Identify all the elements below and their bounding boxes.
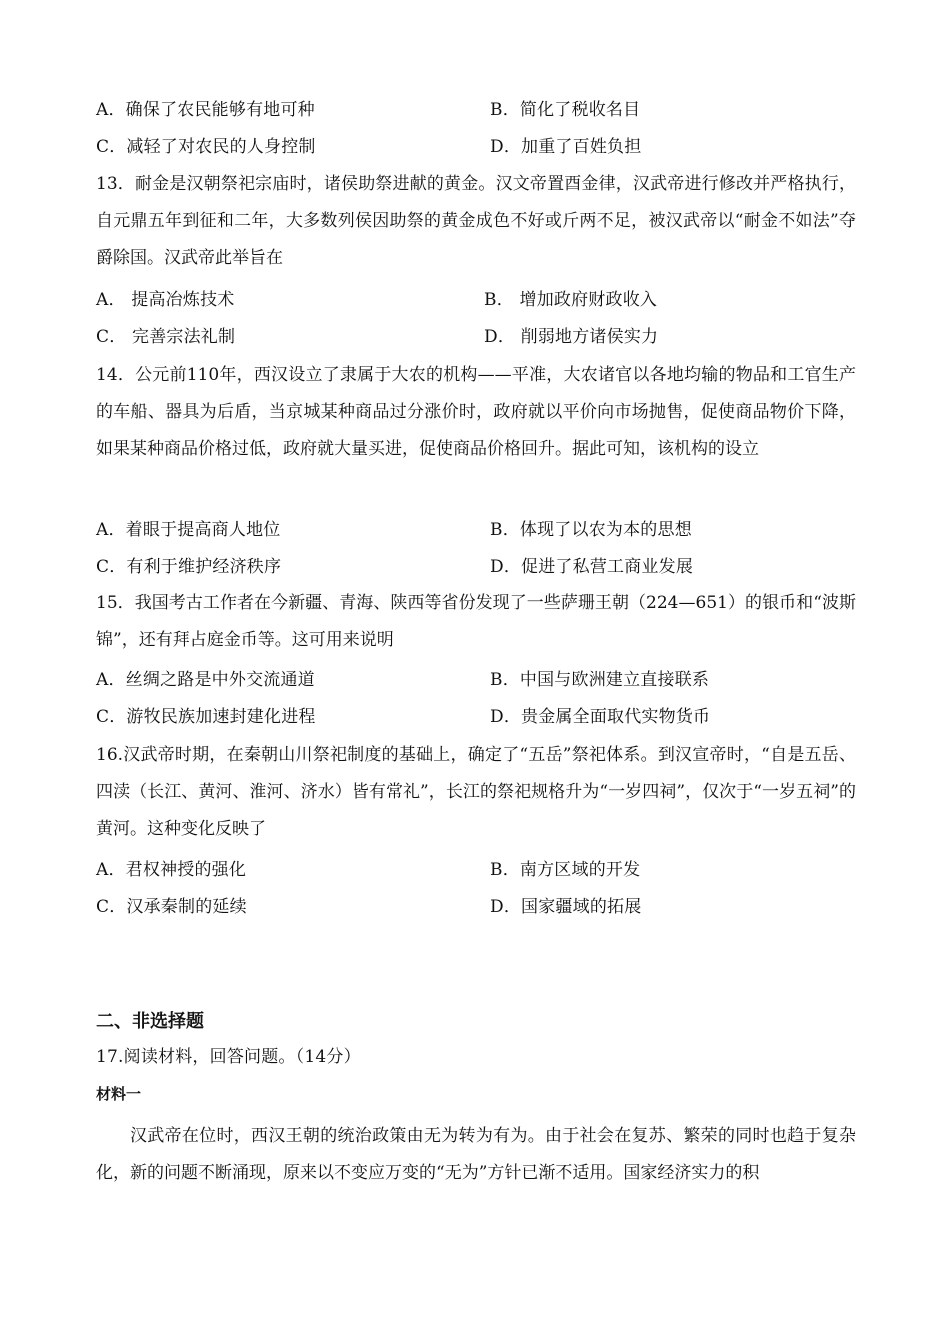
q14-option-c: C．有利于维护经济秩序 — [96, 557, 282, 577]
q17-intro: 17.阅读材料，回答问题。（14分） — [96, 1047, 361, 1067]
q14-stem: 14．公元前110年，西汉设立了隶属于大农的机构——平准，大农诸官以各地均输的物品和工官生产的车船、器具为后盾，当京城某种商品过分涨价时，政府就以平价向市场抛售，促使商品物价下降，如果某种商品价格过低，政府就大量买进，促使商品价格回升。据此可知，该机构的设立 — [96, 365, 856, 459]
q15-option-b: B．中国与欧洲建立直接联系 — [490, 670, 710, 690]
q16-option-b: B．南方区域的开发 — [490, 860, 641, 880]
q13-option-c: C． 完善宗法礼制 — [96, 327, 236, 347]
q15-option-d: D．贵金属全面取代实物货币 — [490, 707, 711, 727]
q15-option-c: C．游牧民族加速封建化进程 — [96, 707, 316, 727]
q13-option-d: D． 削弱地方诸侯实力 — [484, 327, 659, 347]
material-text: 汉武帝在位时，西汉王朝的统治政策由无为转为有为。由于社会在复苏、繁荣的同时也趋于复杂化，新的问题不断涌现，原来以不变应万变的“无为”方针已渐不适用。国家经济实力的积 — [96, 1126, 856, 1183]
q14-option-a: A．着眼于提高商人地位 — [96, 520, 281, 540]
q16-stem: 16.汉武帝时期，在秦朝山川祭祀制度的基础上，确定了“五岳”祭祀体系。到汉宣帝时，“自是五岳、四渎（长江、黄河、淮河、济水）皆有常礼”，长江的祭祀规格升为“一岁四祠”，仅次于“一岁五祠”的黄河。这种变化反映了 — [96, 745, 856, 839]
q13-stem: 13．耐金是汉朝祭祀宗庙时，诸侯助祭进献的黄金。汉文帝置酉金律，汉武帝进行修改并严格执行，自元鼎五年到征和二年，大多数列侯因助祭的黄金成色不好或斤两不足，被汉武帝以“耐金不如法”夺爵除国。汉武帝此举旨在 — [96, 174, 856, 268]
q12-option-d: D．加重了百姓负担 — [490, 137, 642, 157]
q12-option-b: B．简化了税收名目 — [490, 100, 641, 120]
q15-option-a: A．丝绸之路是中外交流通道 — [96, 670, 315, 690]
q16-option-c: C．汉承秦制的延续 — [96, 897, 247, 917]
q16-option-d: D．国家疆域的拓展 — [490, 897, 642, 917]
q15-stem: 15．我国考古工作者在今新疆、青海、陕西等省份发现了一些萨珊王朝（224—651）的银币和“波斯锦”，还有拜占庭金币等。这可用来说明 — [96, 593, 856, 650]
q13-option-a: A． 提高冶炼技术 — [96, 290, 235, 310]
material-label: 材料一 — [96, 1085, 142, 1103]
section-title: 二、非选择题 — [96, 1011, 204, 1032]
q14-option-b: B．体现了以农为本的思想 — [490, 520, 692, 540]
q13-option-b: B． 增加政府财政收入 — [484, 290, 658, 310]
q14-option-d: D．促进了私营工商业发展 — [490, 557, 694, 577]
q12-option-a: A．确保了农民能够有地可种 — [96, 100, 315, 120]
q12-option-c: C．减轻了对农民的人身控制 — [96, 137, 316, 157]
q16-option-a: A．君权神授的强化 — [96, 860, 247, 880]
